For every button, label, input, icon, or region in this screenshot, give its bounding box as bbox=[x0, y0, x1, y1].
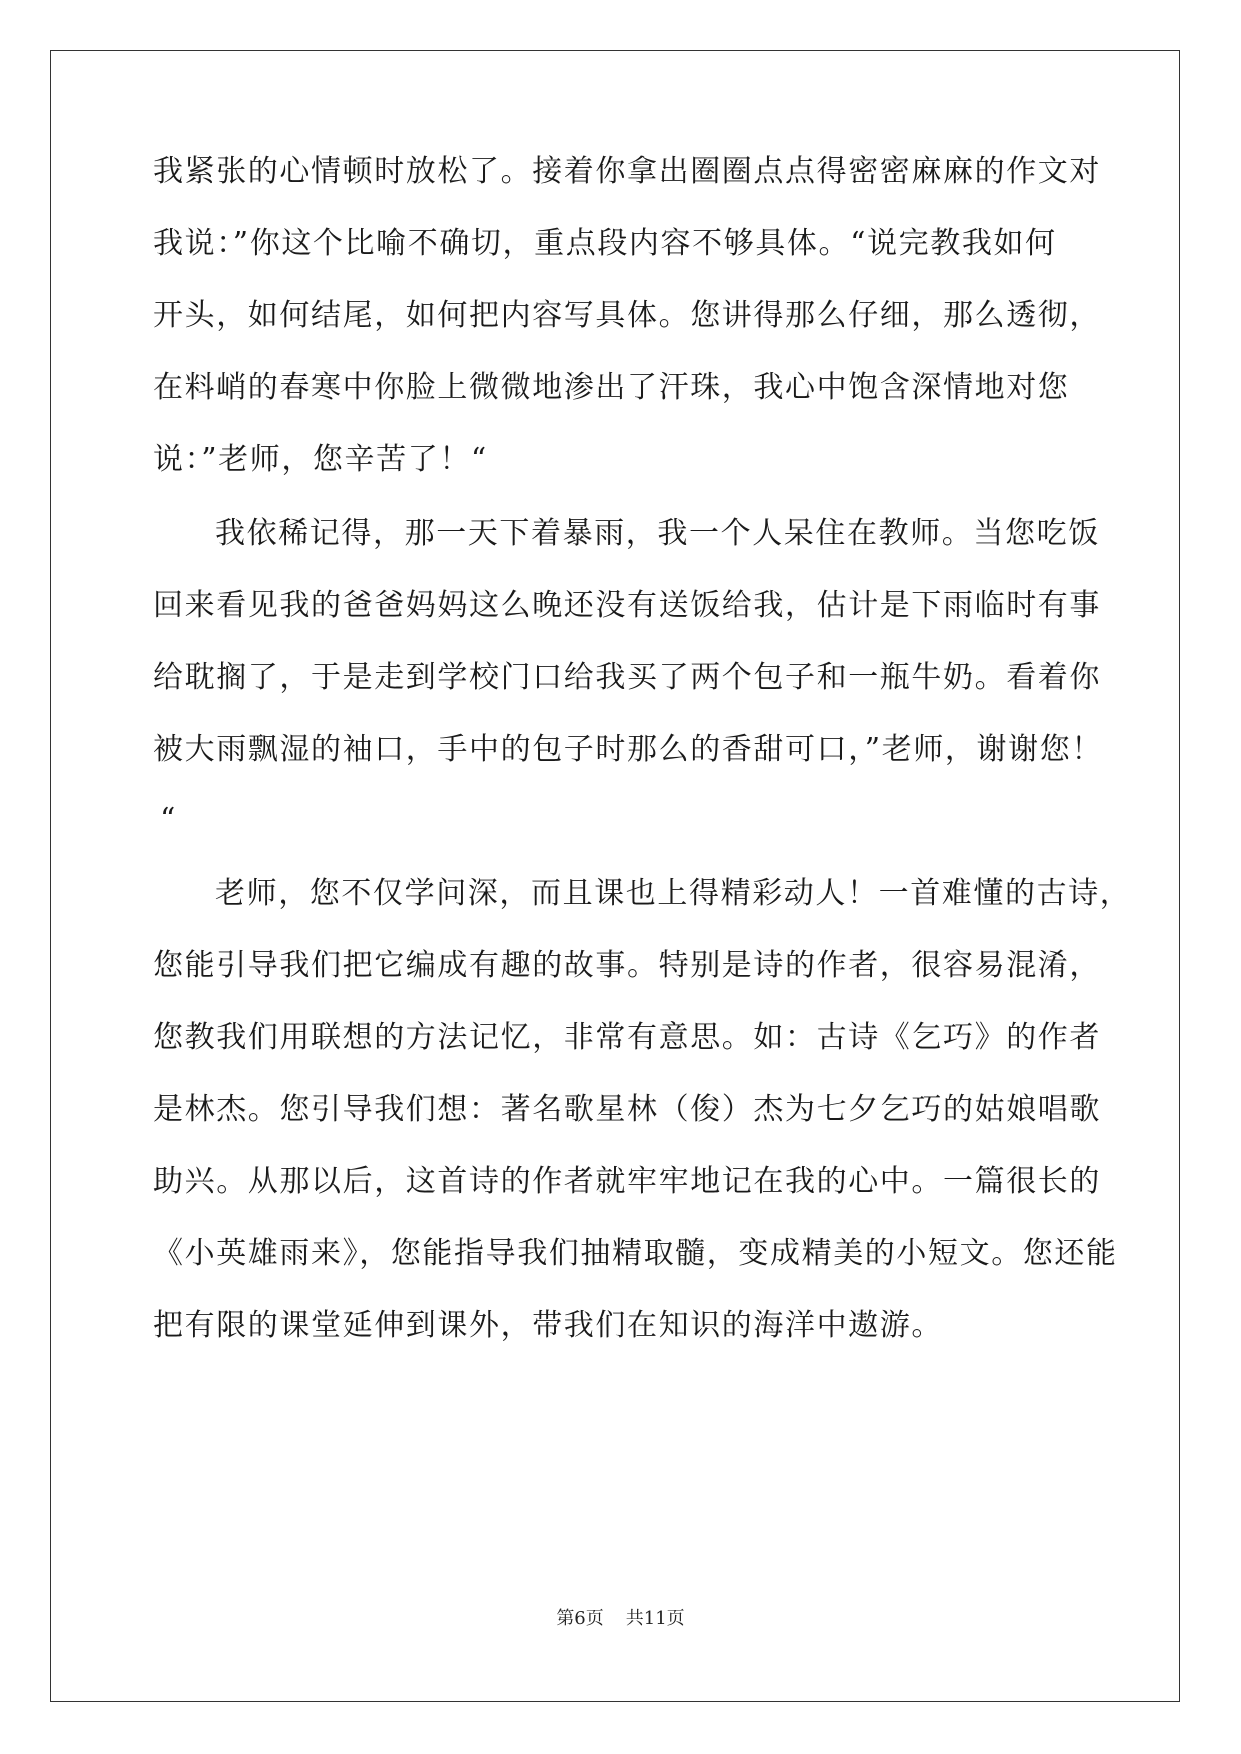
page-total: 共11页 bbox=[625, 1608, 685, 1629]
text-line: 我紧张的心情顿时放松了。接着你拿出圈圈点点得密密麻麻的作文对 bbox=[153, 154, 1101, 189]
text-line: “ bbox=[160, 802, 176, 837]
page-footer bbox=[0, 1607, 1241, 1631]
text-line: 把有限的课堂延伸到课外，带我们在知识的海洋中遨游。 bbox=[153, 1308, 943, 1343]
text-line: 回来看见我的爸爸妈妈这么晚还没有送饭给我，估计是下雨临时有事 bbox=[153, 588, 1101, 623]
text-line: 助兴。从那以后，这首诗的作者就牢牢地记在我的心中。一篇很长的 bbox=[153, 1164, 1101, 1199]
text-line: 您教我们用联想的方法记忆，非常有意思。如：古诗《乞巧》的作者 bbox=[153, 1020, 1101, 1055]
page-number: 第6页 bbox=[556, 1608, 604, 1629]
text-line: 开头，如何结尾，如何把内容写具体。您讲得那么仔细，那么透彻， bbox=[153, 298, 1101, 333]
text-line: 在料峭的春寒中你脸上微微地渗出了汗珠，我心中饱含深情地对您 bbox=[153, 370, 1070, 405]
text-line: 我说：”你这个比喻不确切，重点段内容不够具体。“说完教我如何 bbox=[153, 226, 1057, 261]
text-line: 您能引导我们把它编成有趣的故事。特别是诗的作者，很容易混淆， bbox=[153, 948, 1101, 983]
text-line: 《小英雄雨来》，您能指导我们抽精取髓，变成精美的小短文。您还能 bbox=[153, 1236, 1118, 1271]
text-line: 被大雨飘湿的袖口，手中的包子时那么的香甜可口，”老师，谢谢您！ bbox=[153, 732, 1103, 767]
paragraph-start-line: 我依稀记得，那一天下着暴雨，我一个人呆住在教师。当您吃饭 bbox=[215, 516, 1100, 551]
text-line: 给耽搁了，于是走到学校门口给我买了两个包子和一瓶牛奶。看着你 bbox=[153, 660, 1101, 695]
paragraph-start-line: 老师，您不仅学问深，而且课也上得精彩动人！一首难懂的古诗， bbox=[215, 876, 1132, 911]
text-line: 说：”老师，您辛苦了！“ bbox=[153, 442, 488, 477]
text-line: 是林杰。您引导我们想：著名歌星林（俊）杰为七夕乞巧的姑娘唱歌 bbox=[153, 1092, 1101, 1127]
